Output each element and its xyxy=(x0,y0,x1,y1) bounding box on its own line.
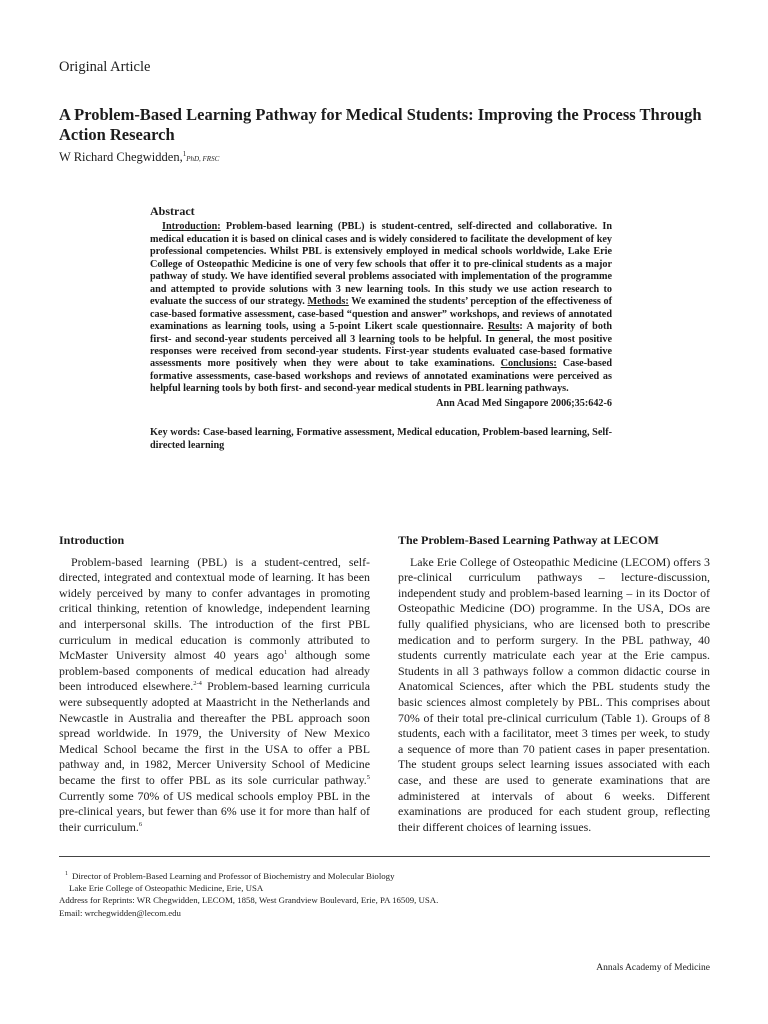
abstract-methods-text: We examined the students’ perception of the effectiveness of case-based formative assessment, case-based “question and answer” workshops, and reviews of annotated examinations as learning tools, using a 5-point Likert scale questionnaire. xyxy=(150,296,612,333)
section-label: Original Article xyxy=(59,59,151,75)
author-line xyxy=(59,150,219,165)
footnote-divider xyxy=(59,856,710,857)
abstract-introduction-text: Problem-based learning (PBL) is student-centred, self-directed and collaborative. In medical education it is based on clinical cases and is widely considered to facilitate the development of key professional competencies. Whilst PBL is extensively employed in medical schools worldwide, Lake Erie College of Osteopathic Medicine is one of very few schools that offer it to pre-clinical students as a major pathway of study. We have identified several problems associated with implementation of the programme and attempted to provide solutions with 3 new learning tools. In this study we use action research to evaluate the success of our strategy. xyxy=(150,221,612,308)
journal-name-footer: Annals Academy of Medicine xyxy=(596,963,710,973)
abstract-introduction-label: Introduction: xyxy=(162,221,221,233)
footnote-affiliation xyxy=(59,868,719,882)
abstract-conclusions-label: Conclusions: xyxy=(500,358,557,370)
reference-5: 5 xyxy=(366,773,370,781)
lecom-paragraph: Lake Erie College of Osteopathic Medicine (LECOM) offers 3 pre-clinical curriculum pathways – lecture-discussion, independent study and problem-based learning – in its Doctor of Osteopathic Medicine (DO) programme. In the USA, DOs are fully qualified physicians, who are licensed both to prescribe medication and to perform surgery. In the PBL pathway, 40 students currently matriculate each year at the Erie campus. Students in all 3 pathways follow a common didactic course in Anatomical Sciences, after which the PBL students study the basic sciences almost completely by PBL. This comprises about 70% of their total pre-clinical curriculum (Table 1). Groups of 8 students, each with a facilitator, meet 3 times per week, to study a sequence of more than 70 patient cases in paper presentation. The student groups select learning issues associated with each case, and these are used to generate examinations that are administered at intervals of about 6 weeks. Different examinations are produced for each student group, reflecting their different choices of learning issues. xyxy=(398,554,710,834)
journal-citation: Ann Acad Med Singapore 2006;35:642-6 xyxy=(436,397,612,409)
abstract-results-text: : A majority of both first- and second-year students perceived all 3 learning tools to be helpful. In general, the most positive responses were received from second-year students. First-year students evaluated case-based formative assessments more positively when they were about to take examinations. xyxy=(150,321,613,370)
footnote-reprints: Address for Reprints: WR Chegwidden, LECOM, 1858, West Grandview Boulevard, Erie, PA 16509, USA. xyxy=(59,895,439,906)
abstract-heading: Abstract xyxy=(150,204,195,218)
reference-6: 6 xyxy=(138,820,143,828)
abstract-block xyxy=(150,205,612,452)
author-affiliation-mark: 1 xyxy=(182,150,187,158)
footnote-email: Email: wrchegwidden@lecom.edu xyxy=(59,907,181,918)
lecom-heading: The Problem-Based Learning Pathway at LECOM xyxy=(398,533,659,547)
abstract-body xyxy=(150,221,612,395)
lecom-column xyxy=(398,533,710,835)
footnote-mark: 1 xyxy=(65,871,68,877)
footnote-affiliation-text: Director of Problem-Based Learning and Professor of Biochemistry and Molecular Biology xyxy=(72,870,395,881)
reference-1: 1 xyxy=(284,649,288,657)
keywords: Key words: Case-based learning, Formative assessment, Medical education, Problem-based learning, Self-directed learning xyxy=(150,427,612,451)
introduction-column xyxy=(59,533,370,835)
introduction-text-3: Problem-based learning curricula were subsequently adopted at Maastricht in the Netherlands and Newcastle in Australia and thereafter the PBL approach soon spread worldwide. In 1979, the University of New Mexico Medical School became the first in the USA to offer a PBL pathway and, in 1982, Mercer University School of Medicine became the first to offer PBL as its sole curricular pathway. xyxy=(59,679,371,787)
footnotes xyxy=(59,868,719,919)
abstract-results-label: Results xyxy=(487,321,520,333)
introduction-text-2: although some problem-based components of medical education had already been introduced elsewhere. xyxy=(59,648,370,694)
abstract-methods-label: Methods: xyxy=(307,296,349,308)
introduction-text-1: Problem-based learning (PBL) is a student-centred, self-directed, integrated and contextual mode of learning. It has been widely perceived by many to confer advantages in promoting critical thinking, retention of knowledge, independent learning and interpersonal skills. The introduction of the first PBL curriculum in medical education is commonly attributed to McMaster University almost 40 years ago xyxy=(59,554,370,663)
abstract-conclusions-text: Case-based formative assessments, case-based workshops and reviews of annotated examinations were perceived as helpful learning tools by both first- and second-year medical students in PBL learning pathways. xyxy=(150,358,613,395)
author-name: W Richard Chegwidden, xyxy=(59,150,183,165)
article-title: A Problem-Based Learning Pathway for Medical Students: Improving the Process Through Action Research xyxy=(59,105,702,144)
introduction-heading: Introduction xyxy=(59,533,125,547)
introduction-text-4: Currently some 70% of US medical schools employ PBL in the pre-clinical years, but fewer than 6% use it for more than half of their curriculum. xyxy=(59,788,370,834)
introduction-paragraph xyxy=(59,555,370,836)
reference-2-4: 2-4 xyxy=(193,680,202,688)
footnote-institution: Lake Erie College of Osteopathic Medicine, Erie, USA xyxy=(69,883,264,894)
author-credentials: PhD, FRSC xyxy=(186,155,220,164)
